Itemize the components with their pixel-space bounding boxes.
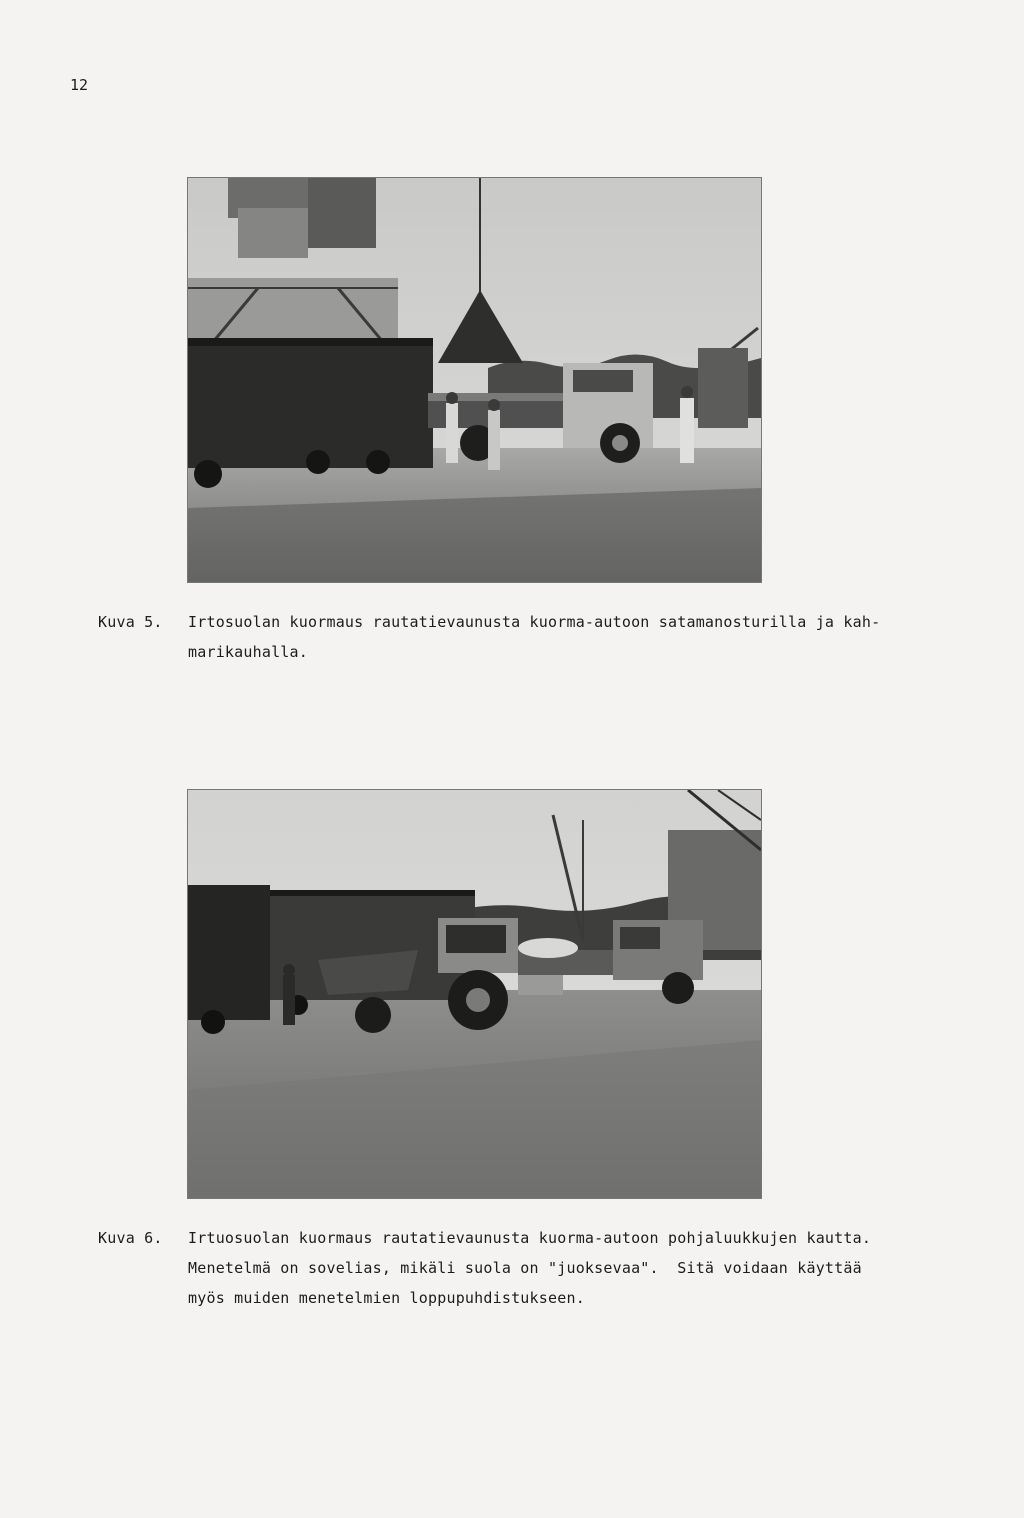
photo-crane-loading-truck [188, 178, 761, 582]
page-number: 12 [70, 76, 89, 94]
caption-line: Irtosuolan kuormaus rautatievaunusta kuorma-autoon satamanosturilla ja kah- [188, 613, 881, 631]
figure-label: Kuva 6. [98, 1229, 163, 1247]
caption-text [188, 607, 928, 667]
caption-line: marikauhalla. [188, 643, 308, 661]
caption-text [188, 1223, 928, 1313]
caption-line: myös muiden menetelmien loppupuhdistukseen. [188, 1289, 585, 1307]
caption-line: Menetelmä on sovelias, mikäli suola on "juoksevaa". Sitä voidaan käyttää [188, 1259, 862, 1277]
figure-label: Kuva 5. [98, 613, 163, 631]
photo-tractor-loading-truck [188, 790, 761, 1198]
caption-line: Irtuosuolan kuormaus rautatievaunusta kuorma-autoon pohjaluukkujen kautta. [188, 1229, 872, 1247]
